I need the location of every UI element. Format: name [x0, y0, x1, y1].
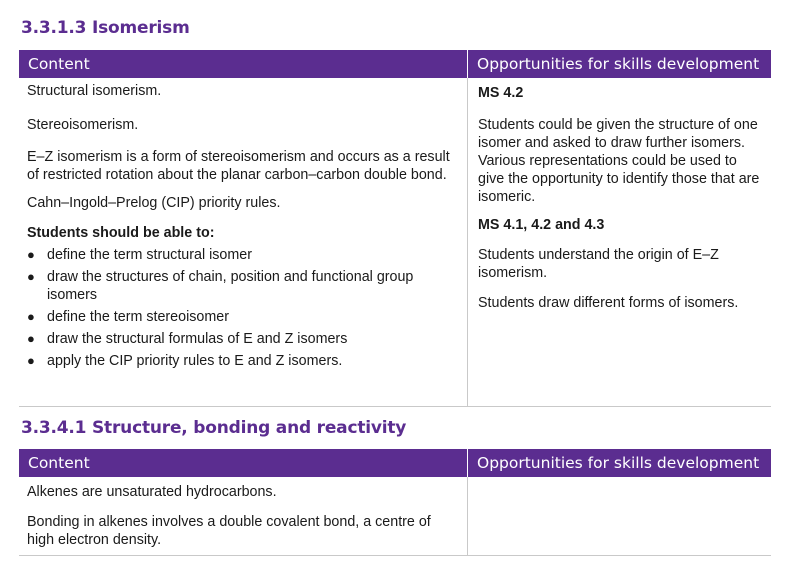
alkenes-table	[19, 449, 771, 556]
bullet-icon: ●	[27, 269, 35, 284]
bullet-text: define the term structural isomer	[47, 247, 253, 263]
bullet-text: define the term stereoisomer	[47, 309, 229, 325]
bullet-item	[27, 268, 459, 304]
bullet-item	[27, 246, 459, 264]
header-content: Content	[28, 55, 90, 73]
header-skills: Opportunities for skills development	[467, 449, 771, 477]
table-header	[19, 50, 771, 78]
content-paragraph: Bonding in alkenes involves a double covalent bond, a centre of high electron density.	[27, 514, 431, 548]
content-paragraph: Stereoisomerism.	[27, 117, 139, 133]
table-body	[19, 477, 771, 556]
skills-text: Students understand the origin of E–Z isomerism.	[478, 247, 719, 281]
section-title: 3.3.4.1 Structure, bonding and reactivity	[21, 418, 407, 438]
content-column	[19, 78, 467, 406]
bullet-text: apply the CIP priority rules to E and Z isomers.	[47, 353, 343, 369]
content-paragraph: Alkenes are unsaturated hydrocarbons.	[27, 484, 277, 500]
bullet-item	[27, 308, 459, 326]
header-content: Content	[28, 454, 90, 472]
skills-heading: MS 4.1, 4.2 and 4.3	[478, 217, 605, 233]
students-heading: Students should be able to:	[27, 225, 215, 241]
bullet-icon: ●	[27, 353, 35, 368]
table-body	[19, 78, 771, 407]
content-column	[19, 477, 467, 555]
skills-text: Students draw different forms of isomers.	[478, 295, 739, 311]
skills-text: Students could be given the structure of one isomer and asked to draw further isomers. Various representations could be used to give the opportunity to identify those that are isomeric.	[478, 117, 760, 205]
skills-column	[467, 477, 771, 555]
table-header	[19, 449, 771, 477]
skills-column	[467, 78, 771, 406]
content-paragraph: Cahn–Ingold–Prelog (CIP) priority rules.	[27, 195, 281, 211]
bullet-icon: ●	[27, 331, 35, 346]
isomerism-table	[19, 50, 771, 407]
skills-heading: MS 4.2	[478, 85, 524, 101]
section-title: 3.3.1.3 Isomerism	[21, 18, 190, 38]
bullet-text: draw the structures of chain, position and functional group isomers	[47, 269, 414, 303]
content-paragraph: Structural isomerism.	[27, 83, 162, 99]
bullet-item	[27, 330, 459, 348]
bullet-icon: ●	[27, 247, 35, 262]
content-paragraph: E–Z isomerism is a form of stereoisomerism and occurs as a result of restricted rotation about the planar carbon–carbon double bond.	[27, 149, 450, 183]
bullet-text: draw the structural formulas of E and Z isomers	[47, 331, 348, 347]
bullet-icon: ●	[27, 309, 35, 324]
bullet-item	[27, 352, 459, 370]
header-skills: Opportunities for skills development	[467, 50, 771, 78]
